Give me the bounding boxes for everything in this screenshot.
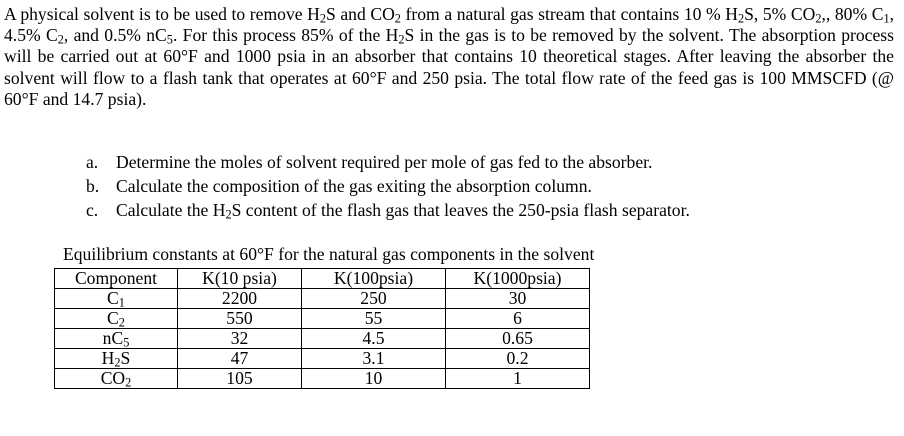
component-cell xyxy=(55,329,178,349)
k10-cell: 550 xyxy=(178,309,302,329)
problem-text: , and 0.5% nC xyxy=(63,25,167,46)
k10-cell: 105 xyxy=(178,369,302,389)
subscript: 1 xyxy=(883,11,890,26)
table-row xyxy=(55,289,590,309)
component-cell xyxy=(55,289,178,309)
component-suffix: S xyxy=(120,348,131,368)
part-text: Calculate the composition of the gas exiting the absorption column. xyxy=(116,176,592,196)
k1000-cell: 0.2 xyxy=(446,349,590,369)
component-cell xyxy=(55,309,178,329)
problem-text: A physical solvent is to be used to remove H xyxy=(4,4,320,24)
subscript: 2 xyxy=(394,11,401,26)
table-row xyxy=(55,349,590,369)
column-header: Component xyxy=(55,269,178,289)
part-c xyxy=(86,198,690,222)
subscript: 2 xyxy=(114,355,121,370)
k1000-cell: 1 xyxy=(446,369,590,389)
part-marker: c. xyxy=(86,200,99,220)
component-name: CO xyxy=(100,368,126,388)
table-row xyxy=(55,329,590,349)
component-name: C xyxy=(107,308,119,328)
k1000-cell: 6 xyxy=(446,309,590,329)
equilibrium-table xyxy=(54,268,590,389)
k1000-cell: 30 xyxy=(446,289,590,309)
k100-cell: 55 xyxy=(302,309,446,329)
subscript: 2 xyxy=(737,11,745,26)
table-header-row xyxy=(55,269,590,289)
problem-text: ,, 80% C xyxy=(821,4,884,24)
subscript: 1 xyxy=(118,295,125,310)
k100-cell: 3.1 xyxy=(302,349,446,369)
k10-cell: 32 xyxy=(178,329,302,349)
part-b xyxy=(86,174,690,198)
part-marker: b. xyxy=(86,176,100,196)
subscript: 5 xyxy=(166,32,173,47)
component-name: nC xyxy=(102,328,124,348)
subscript: 2 xyxy=(125,375,132,390)
subscript: 2 xyxy=(319,11,326,26)
table-row xyxy=(55,309,590,329)
k100-cell: 250 xyxy=(302,289,446,309)
problem-text: S in the gas is to be removed by the solvent. The absorption process will be carried out at 60°F and 1000 psia in an absorber that contains 10 theoretical stages. After leaving the absorber the solvent will flow to a flash tank that operates at 60°F and 250 psia. The total flow rate of the feed gas is 100 MMSCFD (@ 60°F and 14.7 psia). xyxy=(4,25,894,109)
part-a xyxy=(86,150,690,174)
problem-text: . For this process 85% of the H xyxy=(172,25,399,46)
subscript: 2 xyxy=(225,207,232,222)
table-caption: Equilibrium constants at 60°F for the natural gas components in the solvent xyxy=(63,244,595,264)
subscript: 2 xyxy=(57,32,64,47)
part-text: Determine the moles of solvent required per mole of gas fed to the absorber. xyxy=(116,152,653,172)
problem-text: from a natural gas stream that contains 10 % H xyxy=(400,4,738,24)
problem-text: S, 5% CO xyxy=(744,4,816,24)
column-header: K(10 psia) xyxy=(178,269,302,289)
problem-text: S and CO xyxy=(326,4,395,24)
k100-cell: 4.5 xyxy=(302,329,446,349)
component-name: H xyxy=(101,348,115,368)
problem-text: , 4.5% C xyxy=(4,4,895,46)
column-header: K(100psia) xyxy=(302,269,446,289)
question-parts xyxy=(86,150,690,222)
k10-cell: 47 xyxy=(178,349,302,369)
subscript: 2 xyxy=(118,315,125,330)
part-marker: a. xyxy=(86,152,99,172)
problem-statement xyxy=(4,4,894,110)
subscript: 5 xyxy=(123,335,130,350)
k10-cell: 2200 xyxy=(178,289,302,309)
k100-cell: 10 xyxy=(302,369,446,389)
k1000-cell: 0.65 xyxy=(446,329,590,349)
component-cell xyxy=(55,349,178,369)
subscript: 2 xyxy=(398,32,405,47)
component-name: C xyxy=(107,288,119,308)
subscript: 2 xyxy=(815,11,822,26)
column-header: K(1000psia) xyxy=(446,269,590,289)
component-cell xyxy=(55,369,178,389)
table-row xyxy=(55,369,590,389)
part-text: Calculate the H xyxy=(116,200,226,220)
part-text: S content of the flash gas that leaves the 250-psia flash separator. xyxy=(231,200,690,220)
